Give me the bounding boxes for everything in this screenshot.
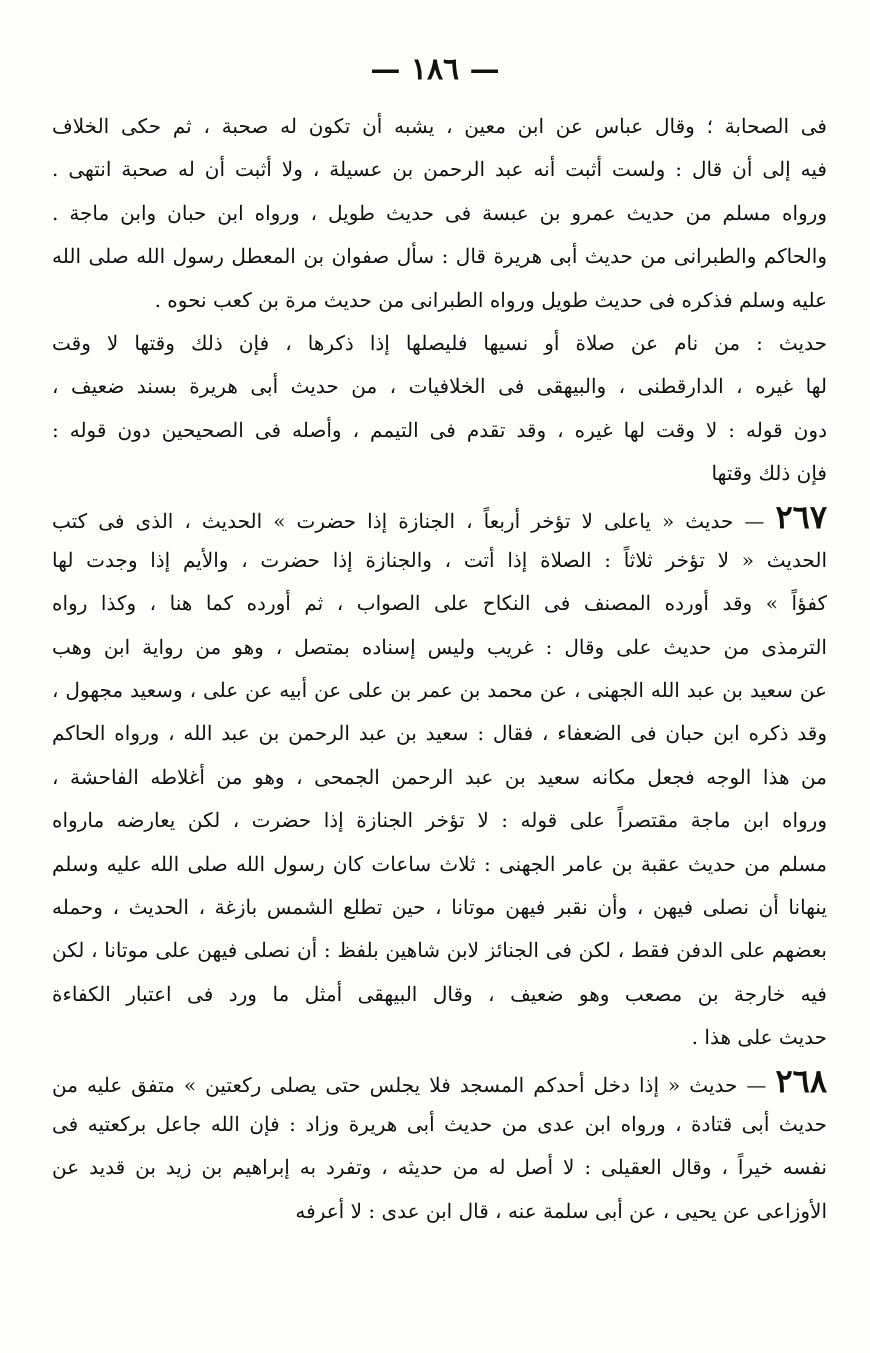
text-line: دون قوله : لا وقت لها غيره ، وقد تقدم فى التيمم ، وأصله فى الصحيحين دون قوله : [52, 417, 827, 442]
text-line: — حديث « ياعلى لا تؤخر أربعاً ، الجنازة إذا حضرت » الحديث ، الذى فى كتب [52, 508, 765, 533]
text-line: فإن ذلك وقتها [711, 461, 827, 486]
text-line: من هذا الوجه فجعل مكانه سعيد بن عبد الرحمن الجمحى ، وهو من أغلاطه الفاحشة ، [52, 764, 827, 789]
text-line: الترمذى من حديث على وقال : غريب وليس إسناده بمتصل ، وهو من رواية ابن وهب [52, 634, 827, 659]
text-line: ورواه ابن ماجة مقتصراً على قوله : لا تؤخر الجنازة إذا حضرت ، لكن يعارضه مارواه [52, 808, 827, 833]
text-line: ينهانا أن نصلى فيهن ، وأن نقبر فيهن موتانا ، حين تطلع الشمس بازغة ، الحديث ، وحمله [52, 895, 827, 920]
text-line: وقد ذكره ابن حبان فى الضعفاء ، فقال : سعيد بن عبد الرحمن بن عبد الله ، ورواه الحاكم [52, 721, 827, 746]
text-line: حديث أبى قتادة ، ورواه ابن عدى من حديث أبى هريرة وزاد : فإن الله جاعل بركعتيه فى [52, 1111, 827, 1136]
hadith-268-first-line [52, 1060, 827, 1103]
page-body [52, 105, 827, 1233]
text-line: فى الصحابة ؛ وقال عباس عن ابن معين ، يشبه أن تكون له صحبة ، ثم حكى الخلاف [52, 114, 827, 138]
text-line: — حديث « إذا دخل أحدكم المسجد فلا يجلس حتى يصلى ركعتين » متفق عليه من [52, 1072, 767, 1097]
hadith-267-first-line [52, 496, 827, 539]
text-line: فيه إلى أن قال : ولست أثبت أنه عبد الرحمن بن عسيلة ، ولا أثبت أن له صحبة انتهى . [52, 157, 827, 182]
text-line: ورواه مسلم من حديث عمرو بن عبسة فى حديث طويل ، ورواه ابن حبان وابن ماجة . [52, 200, 827, 225]
text-line: لها غيره ، الدارقطنى ، والبيهقى فى الخلافيات ، من حديث أبى هريرة بسند ضعيف ، [52, 374, 827, 399]
hadith-number: ٢٦٨ [775, 1061, 827, 1100]
text-line: عليه وسلم فذكره فى حديث طويل ورواه الطبرانى من حديث مرة بن كعب نحوه . [154, 287, 827, 312]
text-line: نفسه خيراً ، وقال العقيلى : لا أصل له من حديثه ، وتفرد به إبراهيم بن زيد بن قديد عن [52, 1155, 827, 1180]
hadith-number: ٢٦٧ [775, 497, 827, 536]
text-line: الأوزاعى عن يحيى ، عن أبى سلمة عنه ، قال ابن عدى : لا أعرفه [295, 1198, 827, 1223]
text-line: بعضهم على الدفن فقط ، لكن فى الجنائز لابن شاهين بلفظ : أن نصلى فيهن على موتانا ، لكن [52, 938, 827, 963]
text-line: فيه خارجة بن مصعب وهو ضعيف ، وقال البيهقى أمثل ما ورد فى اعتبار الكفاءة [52, 981, 827, 1006]
text-line: حديث على هذا . [691, 1025, 827, 1050]
text-line: والحاكم والطبرانى من حديث أبى هريرة قال : سأل صفوان بن المعطل رسول الله صلى الله [52, 244, 827, 269]
text-line: الحديث « لا تؤخر ثلاثاً : الصلاة إذا أتت ، والجنازة إذا حضرت ، والأيم إذا وجدت لها [52, 547, 827, 572]
text-line: حديث : من نام عن صلاة أو نسيها فليصلها إذا ذكرها ، فإن ذلك وقتها لا وقت [52, 330, 827, 355]
text-line: مسلم من حديث عقبة بن عامر الجهنى : ثلاث ساعات كان رسول الله صلى الله عليه وسلم [52, 851, 827, 876]
text-line: عن سعيد بن عبد الله الجهنى ، عن محمد بن عمر بن على عن أبيه عن على ، وسعيد مجهول ، [52, 678, 827, 703]
page-number: — ١٨٦ — [370, 52, 500, 87]
text-line: كفؤاً » وقد أورده المصنف فى النكاح على الصواب ، ثم أورده كما هنا ، وكذا رواه [52, 591, 827, 616]
